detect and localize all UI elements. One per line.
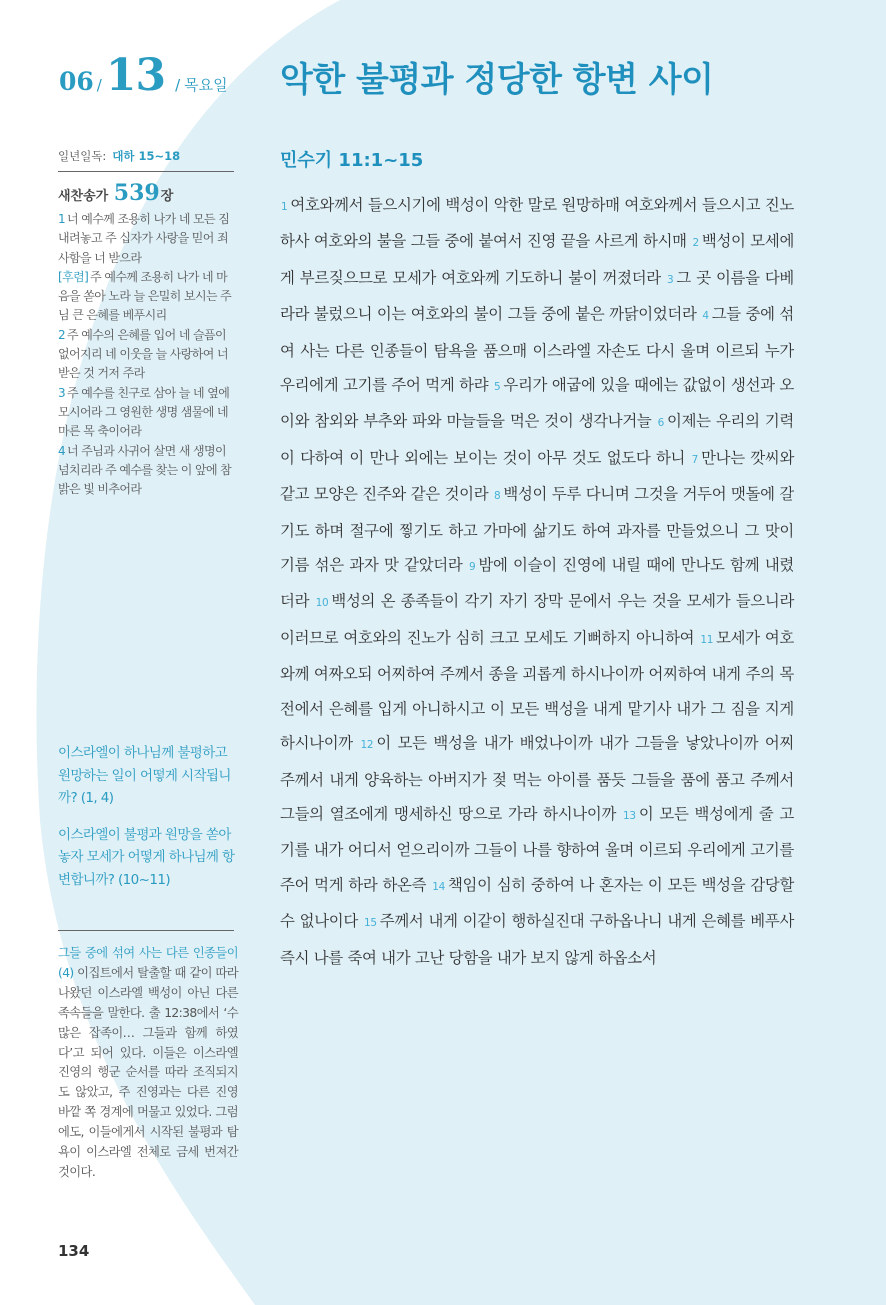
hymn-verse [58,210,234,268]
commentary-note [58,944,238,1183]
hymn-heading [58,180,234,206]
verse-number: 10 [315,597,329,610]
hymn-verse-number: 3 [58,385,66,400]
hymn-verse-text: 주 예수를 친구로 삼아 늘 네 옆에 모시어라 그 영원한 생명 샘물에 네 마른 목 축이어라 [58,385,230,439]
hymn-verse [58,268,234,326]
reflection-questions [58,742,238,891]
hymn-lyrics [58,210,234,499]
verse-number: 5 [494,381,501,394]
hymn-verse-text: 주 예수의 은혜를 입어 네 슬픔이 없어지리 네 이웃을 늘 사랑하여 너 받은 것 거저 주라 [58,327,228,381]
hymn-verse-text: 너 예수께 조용히 나가 네 모든 짐 내려놓고 주 십자가 사랑을 믿어 죄 사함을 너 받으라 [58,212,230,265]
page-title: 악한 불평과 정당한 항변 사이 [280,60,714,100]
verse-text: 그 곳 이름을 다베라라 불렀으니 이는 여호와의 불이 그들 중에 붙은 까닭이었더라 [280,268,794,324]
verse-number: 11 [700,633,714,646]
hymn-verse-text: 너 주님과 사귀어 살면 새 생명이 넘치리라 주 예수를 찾는 이 앞에 참 밝은 빛 비추어라 [58,443,232,497]
hymn-prefix: 새찬송가 [58,189,109,204]
verse-number: 13 [623,809,636,822]
verse-number: 6 [657,417,665,430]
verse-text: 그들 중에 섞여 사는 다른 인종들이 탐욕을 품으매 이스라엘 자손도 다시 울며 이르되 누가 우리에게 고기를 주어 먹게 하랴 [280,305,794,395]
verse-text: 백성의 온 종족들이 각기 자기 장막 문에서 우는 것을 모세가 들으니라 이러므로 여호와의 진노가 심히 크고 모세도 기뻐하지 아니하여 [280,592,795,647]
verse-number: 7 [691,453,699,466]
passage-reference: 민수기 11:1~15 [280,150,424,171]
annual-reading [58,148,234,164]
question-item: 이스라엘이 하나님께 불평하고 원망하는 일이 어떻게 시작됩니까? (1, 4) [58,745,231,806]
verse-number: 12 [360,739,374,752]
verse-number: 2 [692,237,699,250]
verse-number: 9 [468,561,476,574]
hymn-verse [58,384,234,442]
verse-number: 15 [364,917,377,930]
page-number: 134 [58,1242,90,1260]
verse-text: 우리가 애굽에 있을 때에는 값없이 생선과 오이와 참외와 부추와 파와 마늘들을 먹은 것이 생각나거늘 [280,376,794,431]
verse-text: 이제는 우리의 기력이 다하여 이 만나 외에는 보이는 것이 아무 것도 없도다 하니 [280,412,794,467]
verse-number: 4 [702,310,709,323]
note-body: 이집트에서 탈출할 때 같이 따라 나왔던 이스라엘 백성이 아닌 다른 족속들을 말한다. 출 12:38에서 ‘수많은 잡족이… 그들과 함께 하였다’고 되어 있다. 이들은 이스라엘 진영의 행군 순서를 따라 조직되지도 않았고, 주 진영과는 다른 진영 바깥 쪽 경계에 머물고 있었다. 그럼에도, 이들에게서 시작된 불평과 탐욕이 이스라엘 전체로 금세 번져간 것이다. [58,965,238,1179]
scripture-passage [280,146,794,975]
date-separator: / [175,76,181,94]
hymn-number: 539 [113,180,160,206]
verse-number: 1 [281,201,288,213]
verse-number: 14 [432,880,445,893]
date-day: 13 [105,50,166,101]
hymn-suffix: 장 [160,189,174,204]
verse-text: 백성이 두루 다니며 그것을 거두어 맷돌에 갈기도 하며 절구에 찧기도 하고 가마에 삶기도 하여 과자를 만들었으니 그 맛이 기름 섞은 과자 맛 같았더라 [280,485,794,575]
verse-text: 만나는 깟씨와 같고 모양은 진주와 같은 것이라 [280,448,795,504]
annual-reading-value: 대하 15~18 [112,149,181,163]
date-header [59,50,228,101]
passage-body [280,188,794,975]
note-heading: 그들 중에 섞여 사는 다른 인종들이(4) [58,946,238,980]
verse-text: 모세가 여호와께 여짜오되 어찌하여 주께서 종을 괴롭게 하시나이까 어찌하여 내게 주의 목전에서 은혜를 입게 아니하시고 이 모든 백성을 내게 맡기사 내가 그 짐을 지게 하시나이까 [280,628,795,753]
scripture-verse [280,912,794,966]
hymn-verse-text: 주 예수께 조용히 나가 네 마음을 쏟아 노라 늘 은밀히 보시는 주님 큰 은혜를 베푸시리 [58,269,232,323]
question-item: 이스라엘이 불평과 원망을 쏟아놓자 모세가 어떻게 하나님께 항변합니까? (10~11) [58,826,235,888]
verse-text: 책임이 심히 중하여 나 혼자는 이 모든 백성을 감당할 수 없나이다 [280,875,795,931]
note-divider [58,930,234,931]
hymn-verse-number: 2 [58,327,66,342]
date-weekday: 목요일 [184,76,228,94]
sidebar-divider [58,171,234,172]
verse-text: 여호와께서 들으시기에 백성이 악한 말로 원망하매 여호와께서 들으시고 진노하사 여호와의 불을 그들 중에 붙여서 진영 끝을 사르게 하시매 [280,196,794,251]
verse-text: 백성이 모세에게 부르짖으므로 모세가 여호와께 기도하니 불이 꺼졌더라 [280,232,795,287]
hymn-verse [58,442,234,500]
hymn-verse-number: 1 [58,212,66,226]
verse-text: 이 모든 백성을 내가 배었나이까 내가 그들을 낳았나이까 어찌 주께서 내게 양육하는 아버지가 젖 먹는 아이를 품듯 그들을 품에 품고 주께서 그들의 열조에게 맹세하신 땅으로 가라 하시나이까 [280,734,794,823]
verse-number: 8 [494,490,501,503]
hymn-verse-number: [후렴] [58,269,89,284]
verse-number: 3 [667,273,674,286]
verse-text: 이 모든 백성에게 줄 고기를 내가 어디서 얻으리이까 그들이 나를 향하여 울며 이르되 우리에게 고기를 주어 먹게 하라 하온즉 [280,804,794,894]
annual-reading-label: 일년일독: [58,149,107,163]
verse-text: 밤에 이슬이 진영에 내릴 때에 만나도 함께 내렸더라 [280,556,794,611]
verse-text: 주께서 내게 이같이 행하실진대 구하옵나니 내게 은혜를 베푸사 즉시 나를 죽여 내가 고난 당함을 내가 보지 않게 하옵소서 [280,912,795,967]
date-separator: / [96,76,102,94]
hymn-verse [58,326,234,384]
date-month: 06 [59,67,94,96]
sidebar [58,148,234,499]
hymn-verse-number: 4 [58,443,66,458]
